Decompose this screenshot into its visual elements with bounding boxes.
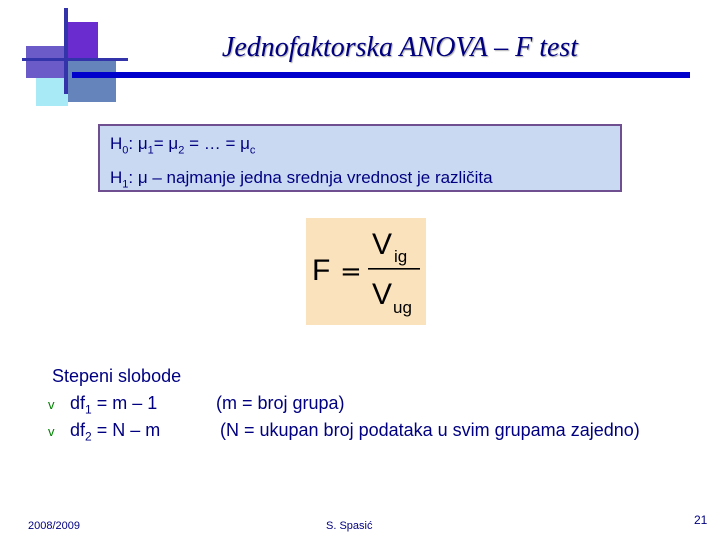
alternative-hypothesis: $H_1$: μ – najmanje jedna srednja vrednost je različita xyxy=(110,168,493,191)
footer-date: 2008/2009 xyxy=(28,520,80,532)
fraction-bar xyxy=(368,268,420,270)
formula-numerator: V xyxy=(372,228,393,261)
deco-block-purple xyxy=(26,46,64,78)
deco-block-violet xyxy=(64,22,98,58)
check-bullet-icon: v xyxy=(48,424,55,439)
formula-denominator-sub: ug xyxy=(393,298,412,317)
page-number: 21 xyxy=(694,513,708,527)
df-heading: Stepeni slobode xyxy=(52,366,182,386)
deco-block-teal xyxy=(68,60,116,102)
df2-item: v $df_2 = N - m$ xyxy=(48,420,161,444)
deco-horizontal-line xyxy=(22,58,128,61)
formula-equals: = xyxy=(340,257,362,287)
null-hypothesis: $H_0$: $\mu_1= \mu_2$ = … = $\mu_c$ xyxy=(110,134,256,157)
f-formula xyxy=(306,218,426,325)
deco-vertical-line xyxy=(64,8,68,94)
title-underline xyxy=(72,72,690,78)
degrees-of-freedom xyxy=(48,364,712,454)
formula-denominator: V xyxy=(372,278,393,311)
f-formula-box xyxy=(306,218,426,325)
check-bullet-icon: v xyxy=(48,397,55,412)
footer-author: S. Spasić xyxy=(326,520,373,532)
df2-note: (N = ukupan broj podataka u svim grupama zajedno) xyxy=(220,420,640,440)
df1-item: v $df_1 = m - 1$ xyxy=(48,393,158,417)
formula-numerator-sub: ig xyxy=(394,247,408,266)
slide-title: Jednofaktorska ANOVA – F test xyxy=(221,32,579,63)
formula-lhs: F xyxy=(312,254,331,287)
hypotheses-box xyxy=(98,124,622,192)
df1-note: (m = broj grupa) xyxy=(216,393,345,413)
